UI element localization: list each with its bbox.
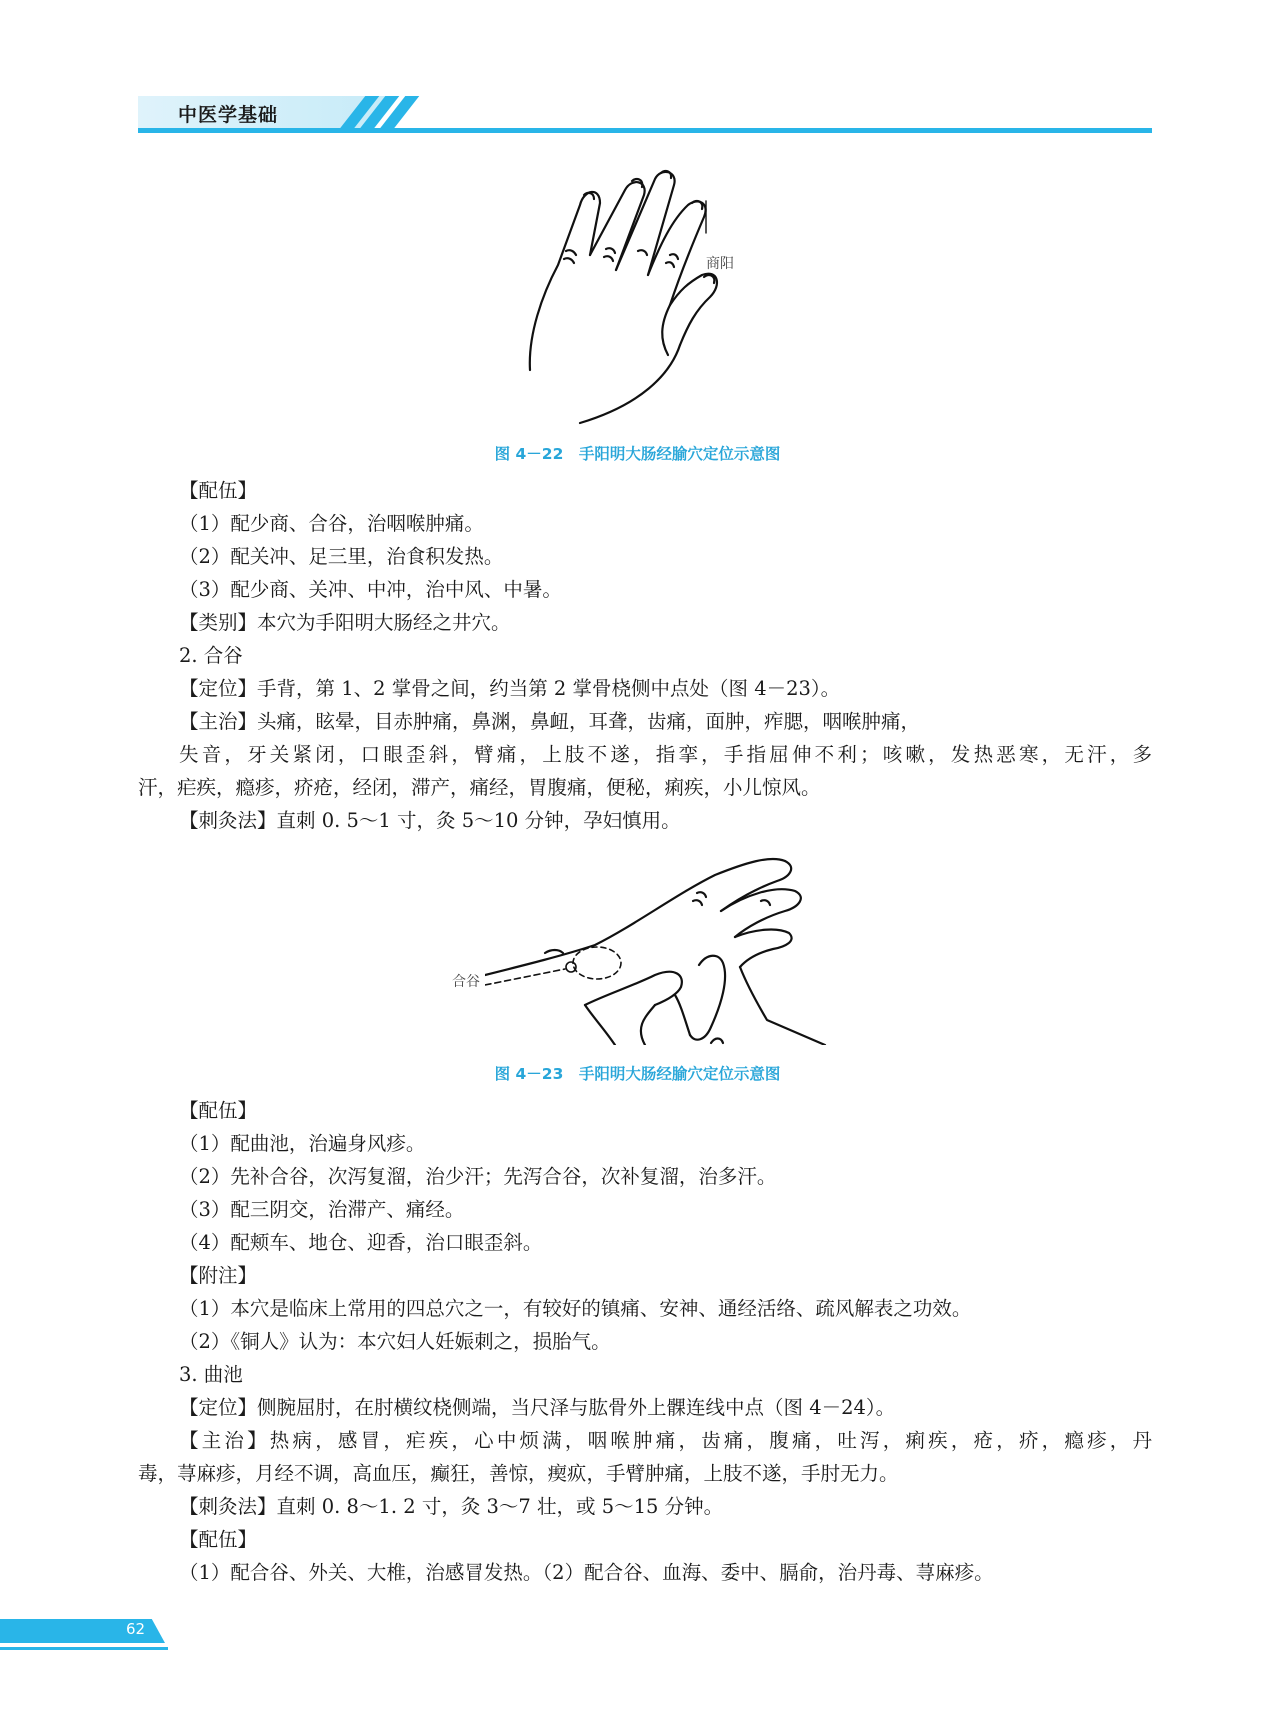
text-line: （2）《铜人》认为：本穴妇人妊娠刺之，损胎气。 bbox=[179, 1330, 611, 1353]
text-line: 【定位】侧腕屈肘，在肘横纹桡侧端，当尺泽与肱骨外上髁连线中点（图 4－24）。 bbox=[179, 1396, 896, 1419]
text-line: 【配伍】 bbox=[179, 479, 258, 502]
footer-rule bbox=[0, 1647, 168, 1650]
text-line: （2）先补合谷，次泻复溜，治少汗；先泻合谷，次补复溜，治多汗。 bbox=[179, 1165, 777, 1188]
header-title: 中医学基础 bbox=[178, 104, 279, 126]
header-rule bbox=[138, 128, 1152, 133]
figure-label-hegu: 合谷 bbox=[452, 974, 480, 990]
text-line: （3）配三阴交，治滞产、痛经。 bbox=[179, 1198, 465, 1221]
text-line: 失音，牙关紧闭，口眼歪斜，臂痛，上肢不遂，指挛，手指屈伸不利；咳嗽，发热恶寒，无汗，多 bbox=[179, 743, 1152, 766]
text-line: 【配伍】 bbox=[179, 1099, 258, 1122]
text-line: 【类别】本穴为手阳明大肠经之井穴。 bbox=[179, 611, 511, 634]
hand-illustration-shangyang bbox=[520, 165, 780, 430]
text-line: （3）配少商、关冲、中冲，治中风、中暑。 bbox=[179, 578, 562, 601]
text-line: （2）配关冲、足三里，治食积发热。 bbox=[179, 545, 504, 568]
hand-illustration-hegu bbox=[485, 845, 845, 1045]
text-line: （1）配少商、合谷，治咽喉肿痛。 bbox=[179, 512, 484, 535]
text-line: 【主治】头痛，眩晕，目赤肿痛，鼻渊，鼻衄，耳聋，齿痛，面肿，痄腮，咽喉肿痛， bbox=[179, 710, 921, 733]
text-line: 【附注】 bbox=[179, 1264, 258, 1287]
text-line: （1）本穴是临床上常用的四总穴之一，有较好的镇痛、安神、通经活络、疏风解表之功效。 bbox=[179, 1297, 972, 1320]
figure-caption-4-22: 图 4－22 手阳明大肠经腧穴定位示意图 bbox=[494, 445, 781, 463]
text-line: 【定位】手背，第 1、2 掌骨之间，约当第 2 掌骨桡侧中点处（图 4－23）。 bbox=[179, 677, 841, 700]
text-line: 毒，荨麻疹，月经不调，高血压，癫狂，善惊，瘈疭，手臂肿痛，上肢不遂，手肘无力。 bbox=[138, 1462, 899, 1485]
text-line: （4）配颊车、地仓、迎香，治口眼歪斜。 bbox=[179, 1231, 543, 1254]
text-line: 【主治】热病，感冒，疟疾，心中烦满，咽喉肿痛，齿痛，腹痛，吐泻，痢疾，疮，疥，瘾疹，丹 bbox=[179, 1429, 1152, 1452]
page-number: 62 bbox=[126, 1620, 146, 1638]
section-heading: 3. 曲池 bbox=[179, 1363, 243, 1386]
figure-caption-4-23: 图 4－23 手阳明大肠经腧穴定位示意图 bbox=[494, 1065, 781, 1083]
section-heading: 2. 合谷 bbox=[179, 644, 243, 667]
text-line: 【配伍】 bbox=[179, 1528, 258, 1551]
figure-label-shangyang: 商阳 bbox=[706, 256, 734, 272]
text-line: （1）配曲池，治遍身风疹。 bbox=[179, 1132, 426, 1155]
text-line: 汗，疟疾，瘾疹，疥疮，经闭，滞产，痛经，胃腹痛，便秘，痢疾，小儿惊风。 bbox=[138, 776, 821, 799]
text-line: （1）配合谷、外关、大椎，治感冒发热。（2）配合谷、血海、委中、膈俞，治丹毒、荨麻疹。 bbox=[179, 1561, 994, 1584]
text-line: 【刺灸法】直刺 0. 8～1. 2 寸，灸 3～7 壮，或 5～15 分钟。 bbox=[179, 1495, 724, 1518]
text-line: 【刺灸法】直刺 0. 5～1 寸，灸 5～10 分钟，孕妇慎用。 bbox=[179, 809, 681, 832]
